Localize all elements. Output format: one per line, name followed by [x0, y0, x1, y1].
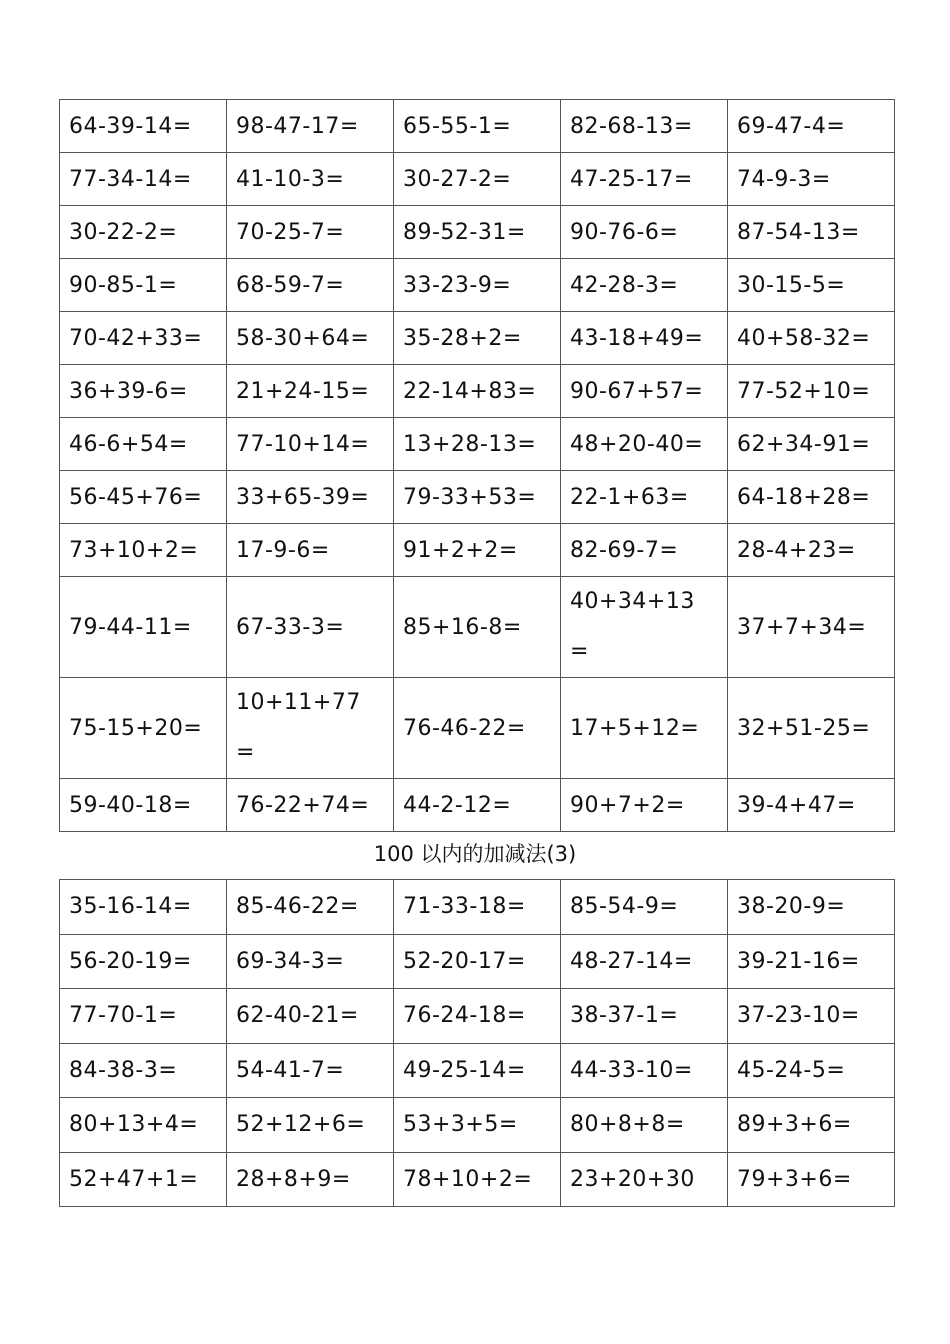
table-row [60, 365, 895, 418]
equation-cell: 30-22-2= [60, 206, 227, 259]
equation-cell: 90-67+57= [561, 365, 728, 418]
equation-cell: 21+24-15= [227, 365, 394, 418]
equation-cell: 91+2+2= [394, 524, 561, 577]
equation-cell: 52-20-17= [394, 934, 561, 989]
equation-cell: 79+3+6= [728, 1152, 895, 1207]
equation-cell: 85+16-8= [394, 577, 561, 678]
equation-cell: 87-54-13= [728, 206, 895, 259]
table-row [60, 418, 895, 471]
table-row [60, 312, 895, 365]
equation-cell: 52+47+1= [60, 1152, 227, 1207]
equation-cell: 44-33-10= [561, 1043, 728, 1098]
equation-cell: 80+13+4= [60, 1098, 227, 1153]
equation-cell: 82-69-7= [561, 524, 728, 577]
equation-cell: 79-33+53= [394, 471, 561, 524]
equation-cell: 44-2-12= [394, 779, 561, 832]
equation-cell: 69-34-3= [227, 934, 394, 989]
equation-cell: 39-4+47= [728, 779, 895, 832]
table-row [60, 100, 895, 153]
equation-cell: 78+10+2= [394, 1152, 561, 1207]
table-row [60, 989, 895, 1044]
equation-cell: 62-40-21= [227, 989, 394, 1044]
equation-cell: 23+20+30 [561, 1152, 728, 1207]
equation-cell: 32+51-25= [728, 678, 895, 779]
equation-cell: 48-27-14= [561, 934, 728, 989]
equation-cell: 80+8+8= [561, 1098, 728, 1153]
table-row [60, 1152, 895, 1207]
equation-cell: 98-47-17= [227, 100, 394, 153]
equation-cell: 84-38-3= [60, 1043, 227, 1098]
equation-cell: 62+34-91= [728, 418, 895, 471]
table-row [60, 779, 895, 832]
equation-cell: 82-68-13= [561, 100, 728, 153]
equation-cell: 54-41-7= [227, 1043, 394, 1098]
equation-cell: 45-24-5= [728, 1043, 895, 1098]
equation-cell: 38-20-9= [728, 880, 895, 935]
equation-cell: 89-52-31= [394, 206, 561, 259]
equation-cell: 58-30+64= [227, 312, 394, 365]
equation-cell: 43-18+49= [561, 312, 728, 365]
equation-cell: 68-59-7= [227, 259, 394, 312]
table-row [60, 524, 895, 577]
equation-cell: 53+3+5= [394, 1098, 561, 1153]
equation-cell: 65-55-1= [394, 100, 561, 153]
equation-cell: 28-4+23= [728, 524, 895, 577]
equation-cell: 90+7+2= [561, 779, 728, 832]
table-row [60, 934, 895, 989]
equation-cell: 69-47-4= [728, 100, 895, 153]
table-row [60, 678, 895, 779]
equation-cell: 67-33-3= [227, 577, 394, 678]
equation-cell: 90-76-6= [561, 206, 728, 259]
equation-cell: 46-6+54= [60, 418, 227, 471]
equation-cell: 64-39-14= [60, 100, 227, 153]
equation-cell: 22-1+63= [561, 471, 728, 524]
equation-cell: 28+8+9= [227, 1152, 394, 1207]
equation-cell: 40+58-32= [728, 312, 895, 365]
table-row [60, 206, 895, 259]
equation-cell: 48+20-40= [561, 418, 728, 471]
equation-cell: 33+65-39= [227, 471, 394, 524]
equation-cell: 85-54-9= [561, 880, 728, 935]
table-row [60, 1098, 895, 1153]
equation-cell: 76-22+74= [227, 779, 394, 832]
table-row [60, 259, 895, 312]
equation-cell: 30-15-5= [728, 259, 895, 312]
equation-cell: 10+11+77 = [227, 678, 394, 779]
equation-cell: 35-28+2= [394, 312, 561, 365]
equation-cell: 64-18+28= [728, 471, 895, 524]
equation-cell: 85-46-22= [227, 880, 394, 935]
equation-cell: 75-15+20= [60, 678, 227, 779]
equation-cell: 36+39-6= [60, 365, 227, 418]
equation-cell: 42-28-3= [561, 259, 728, 312]
equation-cell: 22-14+83= [394, 365, 561, 418]
table-row [60, 153, 895, 206]
equation-cell: 38-37-1= [561, 989, 728, 1044]
equation-cell: 77-10+14= [227, 418, 394, 471]
equation-cell: 35-16-14= [60, 880, 227, 935]
table-row [60, 880, 895, 935]
equation-cell: 59-40-18= [60, 779, 227, 832]
equation-cell: 37+7+34= [728, 577, 895, 678]
table-row [60, 1043, 895, 1098]
equation-cell: 79-44-11= [60, 577, 227, 678]
equation-cell: 39-21-16= [728, 934, 895, 989]
exercise-table-bottom [59, 879, 895, 1207]
equation-cell: 70-42+33= [60, 312, 227, 365]
section-title: 100 以内的加减法(3) [373, 842, 577, 866]
equation-cell: 74-9-3= [728, 153, 895, 206]
table-row [60, 577, 895, 678]
equation-cell: 71-33-18= [394, 880, 561, 935]
exercise-table-top [59, 99, 895, 832]
equation-cell: 37-23-10= [728, 989, 895, 1044]
equation-cell: 30-27-2= [394, 153, 561, 206]
table-row [60, 471, 895, 524]
equation-cell: 77-34-14= [60, 153, 227, 206]
equation-cell: 77-70-1= [60, 989, 227, 1044]
equation-cell: 56-20-19= [60, 934, 227, 989]
equation-cell: 77-52+10= [728, 365, 895, 418]
equation-cell: 76-24-18= [394, 989, 561, 1044]
equation-cell: 89+3+6= [728, 1098, 895, 1153]
equation-cell: 56-45+76= [60, 471, 227, 524]
equation-cell: 17+5+12= [561, 678, 728, 779]
equation-cell: 73+10+2= [60, 524, 227, 577]
equation-cell: 49-25-14= [394, 1043, 561, 1098]
equation-cell: 33-23-9= [394, 259, 561, 312]
equation-cell: 76-46-22= [394, 678, 561, 779]
equation-cell: 70-25-7= [227, 206, 394, 259]
equation-cell: 40+34+13 = [561, 577, 728, 678]
equation-cell: 47-25-17= [561, 153, 728, 206]
equation-cell: 52+12+6= [227, 1098, 394, 1153]
equation-cell: 90-85-1= [60, 259, 227, 312]
equation-cell: 13+28-13= [394, 418, 561, 471]
equation-cell: 41-10-3= [227, 153, 394, 206]
equation-cell: 17-9-6= [227, 524, 394, 577]
